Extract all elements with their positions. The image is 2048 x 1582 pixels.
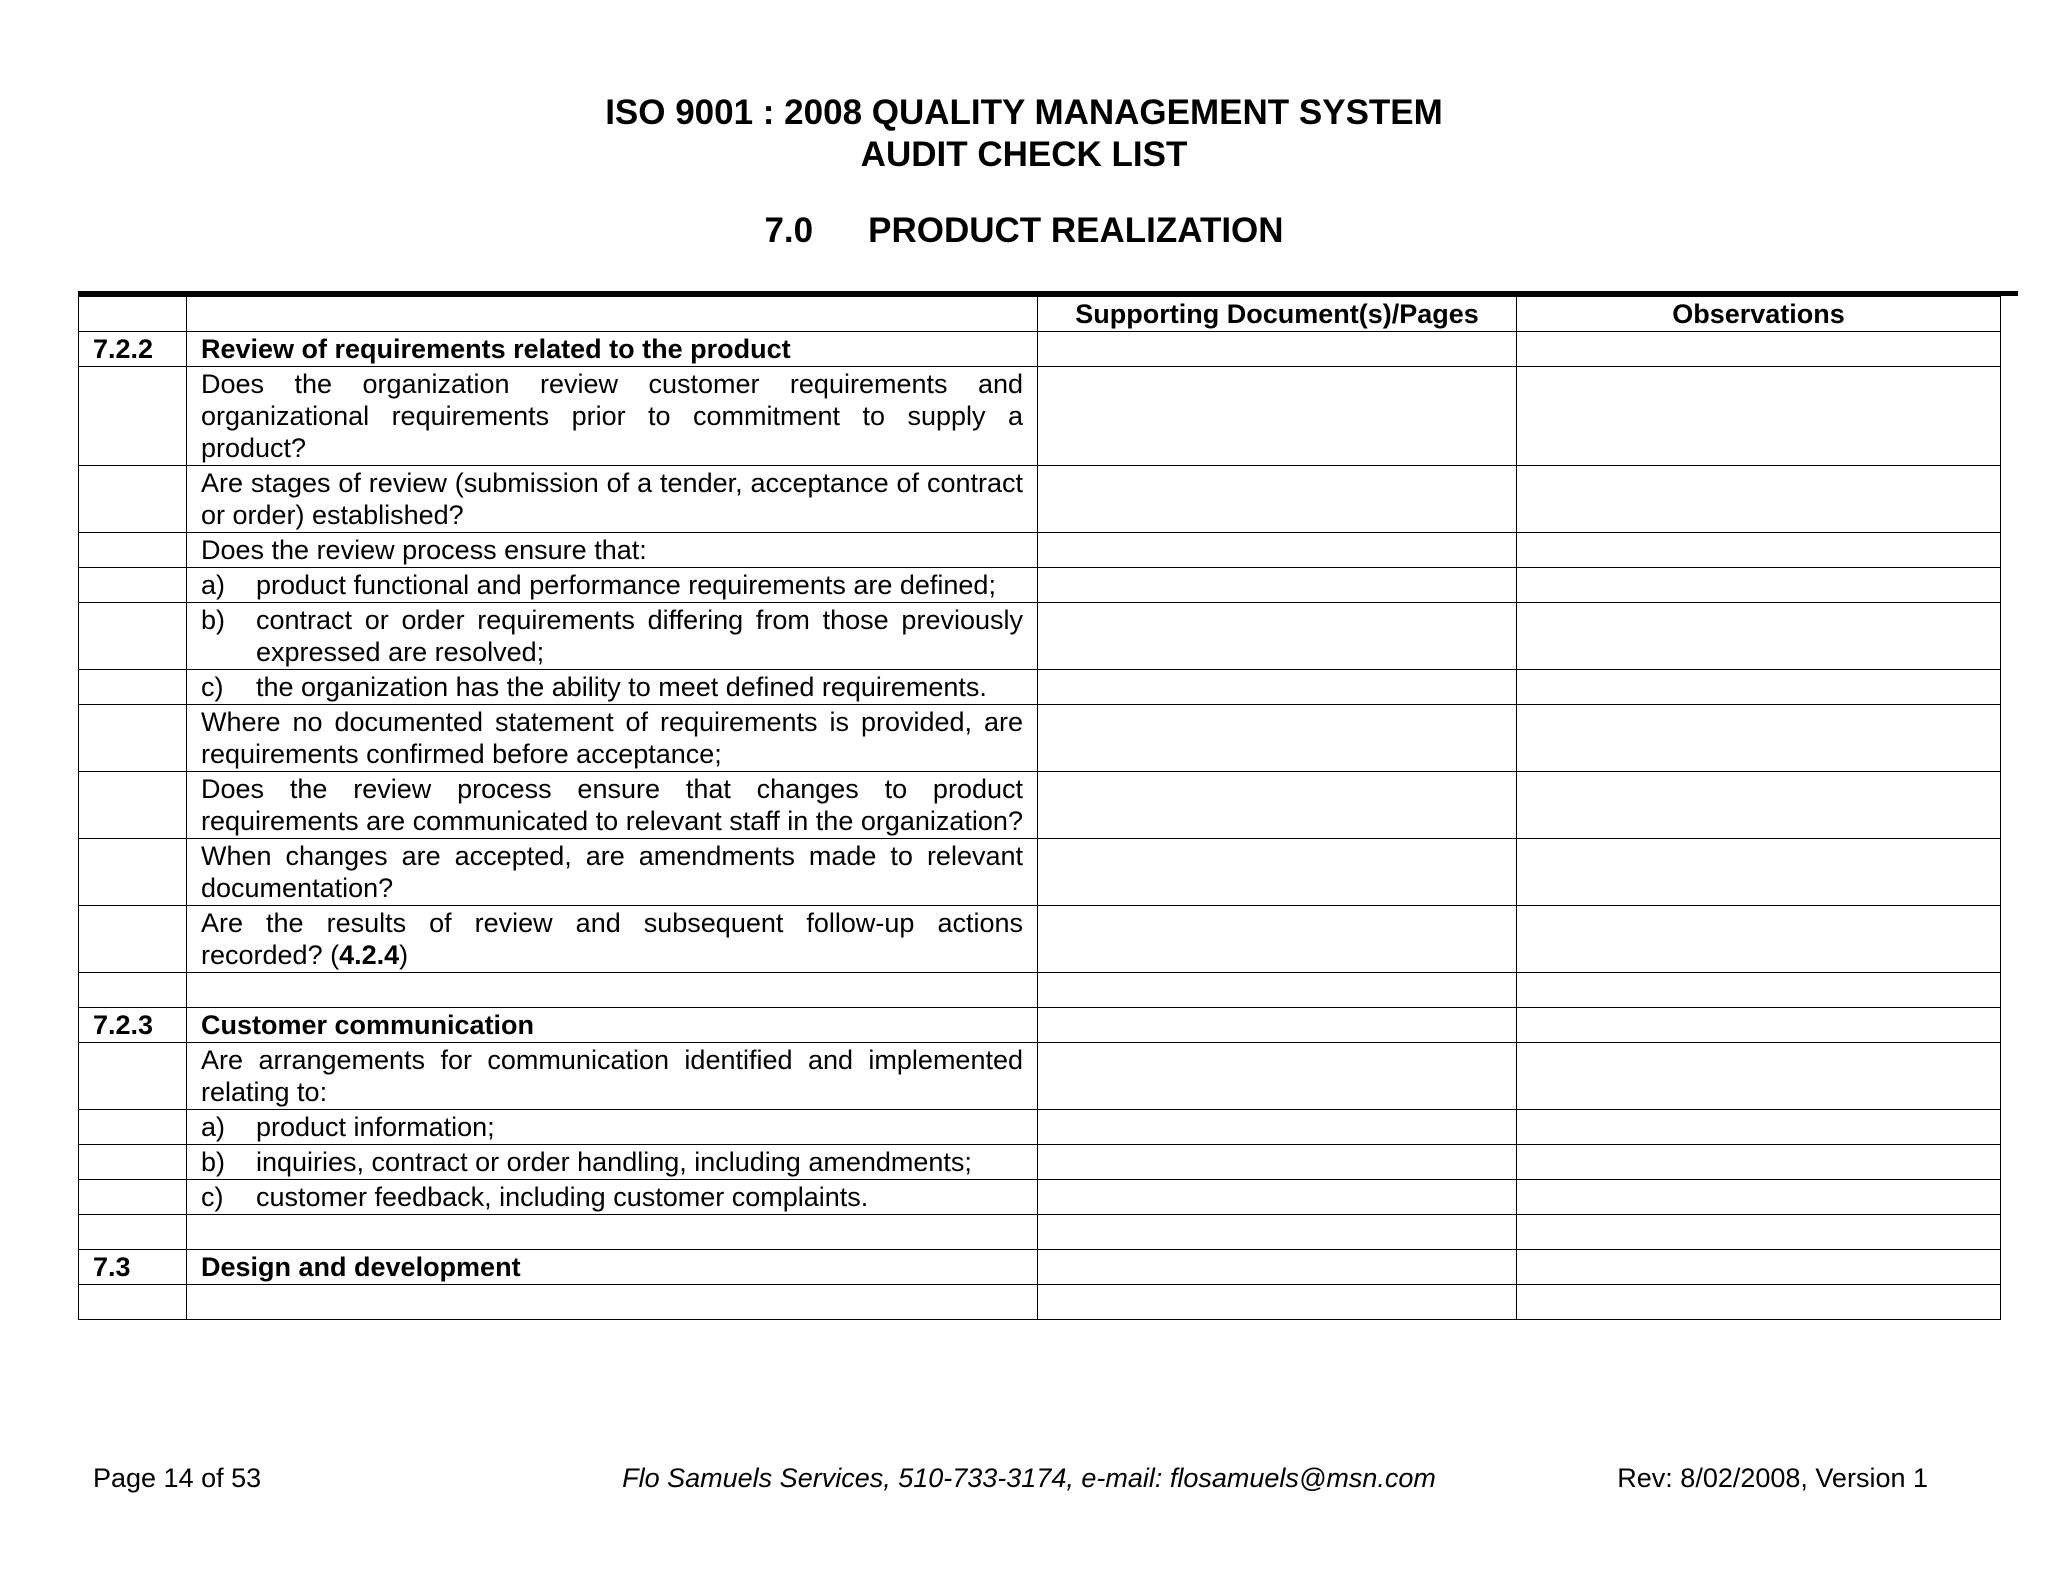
supporting-cell[interactable]: [1038, 839, 1517, 906]
clause-number-empty: [79, 906, 187, 973]
supporting-cell[interactable]: [1038, 466, 1517, 533]
supporting-cell[interactable]: [1038, 568, 1517, 603]
observation-cell[interactable]: [1517, 1145, 2001, 1180]
clause-number-empty: [79, 1180, 187, 1215]
question-text: Where no documented statement of requirements is provided, are requirements confirmed before acceptance;: [187, 705, 1038, 772]
supporting-cell[interactable]: [1038, 1043, 1517, 1110]
clause-number-empty: [79, 466, 187, 533]
table-row: [79, 772, 2001, 839]
title-line-1: ISO 9001 : 2008 QUALITY MANAGEMENT SYSTEM: [605, 93, 1443, 132]
supporting-cell[interactable]: [1038, 1250, 1517, 1285]
supporting-cell[interactable]: [1038, 1008, 1517, 1043]
observation-cell[interactable]: [1517, 533, 2001, 568]
table-row: [79, 1110, 2001, 1145]
supporting-cell[interactable]: [1038, 1145, 1517, 1180]
supporting-cell[interactable]: [1038, 772, 1517, 839]
observation-cell[interactable]: [1517, 332, 2001, 367]
clause-number-empty: [79, 568, 187, 603]
table-row: [79, 1008, 2001, 1043]
clause-number: 7.3: [79, 1250, 187, 1285]
observation-cell[interactable]: [1517, 568, 2001, 603]
table-row: [79, 1043, 2001, 1110]
question-text: Are arrangements for communication identified and implemented relating to:: [187, 1043, 1038, 1110]
question-text-part: Are the results of review and subsequent follow-up actions recorded? (: [201, 908, 1023, 970]
clause-number-empty: [79, 705, 187, 772]
supporting-cell[interactable]: [1038, 1110, 1517, 1145]
observation-cell[interactable]: [1517, 1285, 2001, 1320]
observation-cell[interactable]: [1517, 1250, 2001, 1285]
clause-number-empty: [79, 1145, 187, 1180]
sub-item-label: b): [201, 605, 226, 635]
sub-item-text: customer feedback, including customer complaints.: [256, 1182, 869, 1212]
sub-item-label: c): [201, 1182, 224, 1212]
clause-reference: 4.2.4: [339, 940, 400, 970]
section-number: 7.0: [764, 211, 814, 250]
supporting-cell[interactable]: [1038, 332, 1517, 367]
supporting-cell[interactable]: [1038, 603, 1517, 670]
table-header-row: [79, 297, 2001, 332]
observation-cell[interactable]: [1517, 466, 2001, 533]
table-row: [79, 367, 2001, 466]
table-row-empty: [79, 1215, 2001, 1250]
table-row: [79, 533, 2001, 568]
observation-cell[interactable]: [1517, 906, 2001, 973]
question-text-end: ): [399, 940, 409, 970]
supporting-cell[interactable]: [1038, 1180, 1517, 1215]
table-row: [79, 839, 2001, 906]
sub-item-label: b): [201, 1147, 226, 1177]
sub-item: [187, 670, 1038, 705]
sub-item: [187, 568, 1038, 603]
clause-title: Design and development: [187, 1250, 1038, 1285]
empty-cell: [79, 1285, 187, 1320]
table-row-empty: [79, 973, 2001, 1008]
section-heading: [0, 210, 2048, 252]
question-text: Are stages of review (submission of a tender, acceptance of contract or order) established?: [187, 466, 1038, 533]
company-contact: Flo Samuels Services, 510-733-3174, e-mail: flosamuels@msn.com: [622, 1463, 1436, 1493]
sub-item-text: product functional and performance requirements are defined;: [256, 570, 996, 600]
table-row: [79, 670, 2001, 705]
empty-cell: [187, 1215, 1038, 1250]
revision-info: Rev: 8/02/2008, Version 1: [1617, 1463, 1928, 1493]
supporting-cell[interactable]: [1038, 705, 1517, 772]
page-number: Page 14 of 53: [93, 1463, 262, 1493]
supporting-cell[interactable]: [1038, 973, 1517, 1008]
observation-cell[interactable]: [1517, 705, 2001, 772]
clause-number-empty: [79, 1043, 187, 1110]
sub-item-text: inquiries, contract or order handling, including amendments;: [256, 1147, 972, 1177]
sub-item-label: c): [201, 672, 224, 702]
sub-item-label: a): [201, 1112, 226, 1142]
clause-number-empty: [79, 603, 187, 670]
observation-cell[interactable]: [1517, 1180, 2001, 1215]
clause-number-empty: [79, 533, 187, 568]
table-row: [79, 603, 2001, 670]
supporting-cell[interactable]: [1038, 1285, 1517, 1320]
question-text: Does the review process ensure that changes to product requirements are communicated to relevant staff in the organization?: [187, 772, 1038, 839]
table-row: [79, 568, 2001, 603]
clause-number: 7.2.2: [79, 332, 187, 367]
empty-cell: [187, 973, 1038, 1008]
table-row: [79, 906, 2001, 973]
sub-item: [187, 1145, 1038, 1180]
section-title: PRODUCT REALIZATION: [868, 211, 1284, 250]
table-row: [79, 705, 2001, 772]
title-line-2: AUDIT CHECK LIST: [860, 135, 1188, 174]
sub-item: [187, 603, 1038, 670]
observation-cell[interactable]: [1517, 1008, 2001, 1043]
empty-cell: [79, 973, 187, 1008]
observation-cell[interactable]: [1517, 1043, 2001, 1110]
header-number: [79, 297, 187, 332]
sub-item: [187, 1180, 1038, 1215]
sub-item-text: product information;: [256, 1112, 495, 1142]
table-row: [79, 466, 2001, 533]
header-observations: Observations: [1517, 297, 2001, 332]
supporting-cell[interactable]: [1038, 1215, 1517, 1250]
observation-cell[interactable]: [1517, 839, 2001, 906]
table-row: [79, 332, 2001, 367]
supporting-cell[interactable]: [1038, 533, 1517, 568]
supporting-cell[interactable]: [1038, 670, 1517, 705]
clause-number-empty: [79, 1110, 187, 1145]
audit-checklist-table: [78, 296, 2001, 1320]
sub-item-label: a): [201, 570, 226, 600]
supporting-cell[interactable]: [1038, 906, 1517, 973]
sub-item-text: the organization has the ability to meet defined requirements.: [256, 672, 987, 702]
table-row: [79, 1180, 2001, 1215]
observation-cell[interactable]: [1517, 603, 2001, 670]
observation-cell[interactable]: [1517, 973, 2001, 1008]
question-text: [187, 906, 1038, 973]
observation-cell[interactable]: [1517, 367, 2001, 466]
table-row: [79, 1250, 2001, 1285]
observation-cell[interactable]: [1517, 772, 2001, 839]
empty-cell: [187, 1285, 1038, 1320]
clause-number-empty: [79, 367, 187, 466]
clause-number-empty: [79, 670, 187, 705]
header-supporting-documents: Supporting Document(s)/Pages: [1038, 297, 1517, 332]
question-text: Does the review process ensure that:: [187, 533, 1038, 568]
observation-cell[interactable]: [1517, 1215, 2001, 1250]
supporting-cell[interactable]: [1038, 367, 1517, 466]
table-row-empty: [79, 1285, 2001, 1320]
question-text: When changes are accepted, are amendments made to relevant documentation?: [187, 839, 1038, 906]
table-row: [79, 1145, 2001, 1180]
clause-title: Customer communication: [187, 1008, 1038, 1043]
document-title: [0, 92, 2048, 176]
header-requirement: [187, 297, 1038, 332]
sub-item: [187, 1110, 1038, 1145]
question-text: Does the organization review customer requirements and organizational requirements prior to commitment to supply a product?: [187, 367, 1038, 466]
clause-number-empty: [79, 839, 187, 906]
clause-title: Review of requirements related to the product: [187, 332, 1038, 367]
clause-number: 7.2.3: [79, 1008, 187, 1043]
clause-number-empty: [79, 772, 187, 839]
empty-cell: [79, 1215, 187, 1250]
sub-item-text: contract or order requirements differing from those previously expressed are resolved;: [256, 605, 1023, 667]
observation-cell[interactable]: [1517, 1110, 2001, 1145]
observation-cell[interactable]: [1517, 670, 2001, 705]
